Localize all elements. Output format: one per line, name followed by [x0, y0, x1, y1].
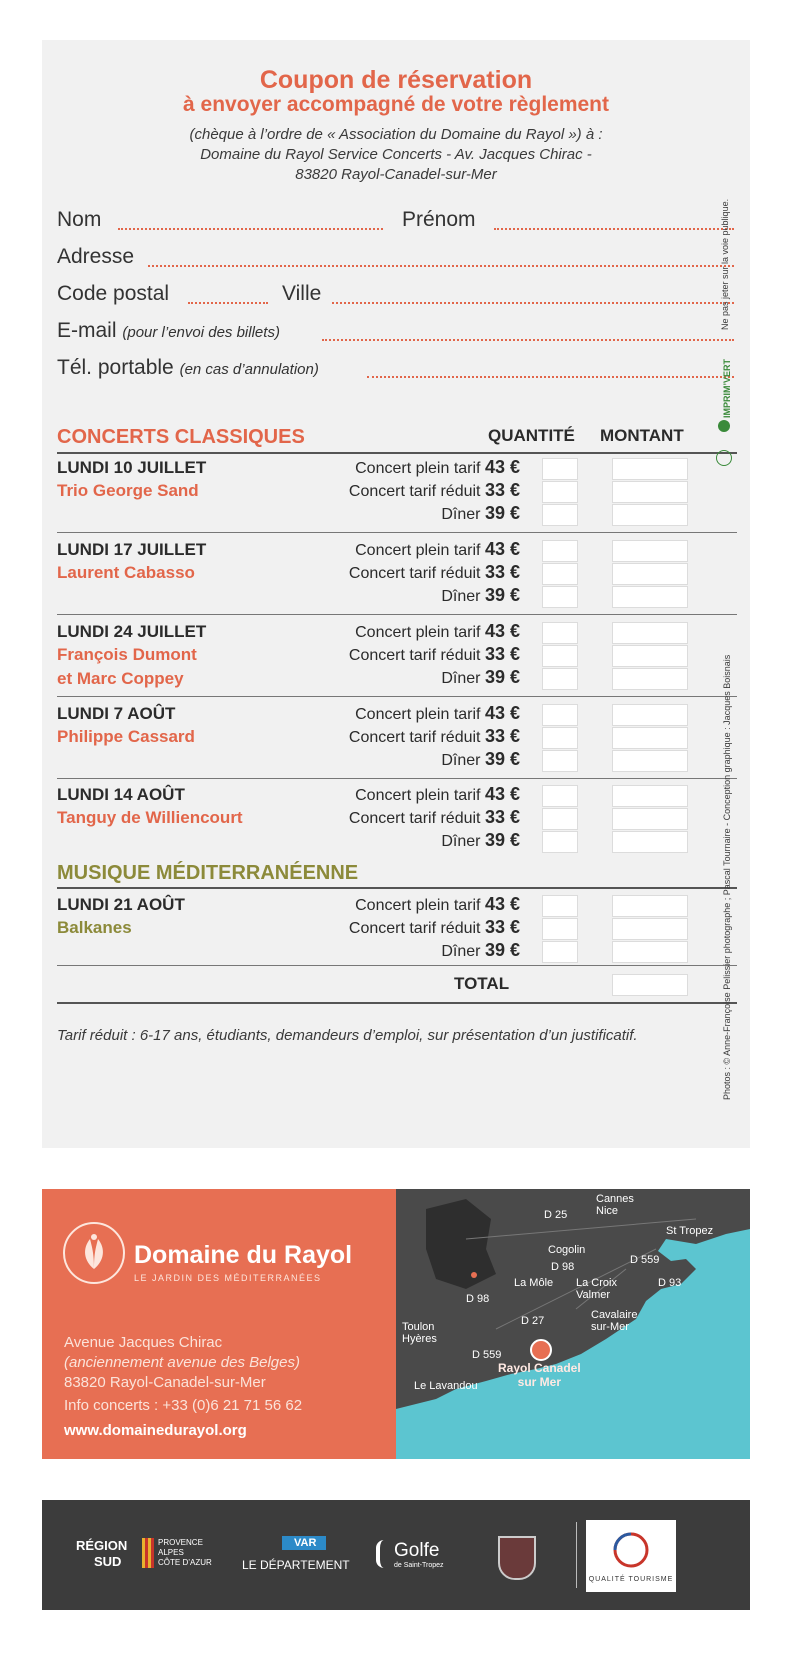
total-input[interactable]: [612, 974, 688, 996]
concert-date: LUNDI 17 JUILLET: [57, 540, 207, 559]
region-sud-line2: SUD: [94, 1554, 122, 1569]
price-value: 43 €: [484, 784, 520, 804]
price-tarif-reduit: [349, 644, 520, 665]
concert-divider: [57, 614, 737, 615]
price-diner: [441, 585, 520, 606]
region-flag-icon: [142, 1538, 154, 1568]
map-label-rayol: Rayol Canadel sur Mer: [498, 1361, 581, 1389]
concert-artist: Laurent Cabasso: [57, 563, 195, 582]
amount-input[interactable]: [612, 540, 688, 562]
concert-date: LUNDI 14 AOÛT: [57, 785, 185, 804]
info-phone: Info concerts : +33 (0)6 21 71 56 62: [64, 1397, 303, 1414]
quantity-input[interactable]: [542, 750, 578, 772]
amount-input[interactable]: [612, 785, 688, 807]
price-value: 33 €: [484, 917, 520, 937]
concert-divider: [57, 532, 737, 533]
price-label: Concert plein tarif: [355, 624, 481, 641]
amount-input[interactable]: [612, 831, 688, 853]
quantity-input[interactable]: [542, 622, 578, 644]
concert-date: LUNDI 21 AOÛT: [57, 895, 185, 914]
sponsor-footer: [42, 1500, 750, 1610]
map-label-le-lavandou: Le Lavandou: [414, 1380, 478, 1392]
bottom-divider: [57, 1002, 737, 1004]
price-value: 43 €: [484, 703, 520, 723]
tel-field[interactable]: [367, 376, 734, 378]
map-label-d98-a: D 98: [551, 1261, 575, 1273]
region-sud-line1: RÉGION: [76, 1538, 128, 1553]
amount-input[interactable]: [612, 481, 688, 503]
quantity-input[interactable]: [542, 808, 578, 830]
concert-artist: François Dumont: [57, 645, 197, 664]
imprim-vert-text: IMPRIM’VERT: [722, 358, 732, 418]
quantity-input[interactable]: [542, 895, 578, 917]
reduced-rate-note: Tarif réduit : 6-17 ans, étudiants, demandeurs d’emploi, sur présentation d’un justificatif.: [57, 1027, 638, 1044]
price-label: Concert tarif réduit: [348, 483, 481, 500]
quantity-input[interactable]: [542, 785, 578, 807]
concert-artist-2: et Marc Coppey: [57, 669, 184, 688]
map-label-la-croix-valmer: La Croix Valmer: [576, 1277, 617, 1301]
qualite-tourisme-label: QUALITÉ TOURISME: [588, 1576, 674, 1583]
price-diner: [441, 749, 520, 770]
qualite-tourisme-icon: [586, 1524, 676, 1576]
amount-input[interactable]: [612, 808, 688, 830]
montant-header: MONTANT: [600, 426, 684, 445]
price-diner: [441, 667, 520, 688]
concert-artist: Trio George Sand: [57, 481, 199, 500]
qualite-tourisme-logo: [586, 1520, 676, 1592]
rayol-logo-icon: [60, 1219, 128, 1287]
concert-divider: [57, 696, 737, 697]
price-value: 33 €: [484, 807, 520, 827]
info-left: [42, 1189, 396, 1459]
amount-input[interactable]: [612, 458, 688, 480]
price-label: Dîner: [441, 588, 481, 605]
price-value: 39 €: [484, 503, 520, 523]
amount-input[interactable]: [612, 563, 688, 585]
quantity-input[interactable]: [542, 645, 578, 667]
email-note: (pour l’envoi des billets): [122, 324, 280, 341]
price-diner: [441, 940, 520, 961]
map-label-cogolin: Cogolin: [548, 1244, 586, 1256]
info-panel: [42, 1189, 750, 1459]
price-value: 39 €: [484, 830, 520, 850]
map-label-la-mole: La Môle: [514, 1277, 554, 1289]
price-value: 43 €: [484, 621, 520, 641]
price-label: Dîner: [441, 670, 481, 687]
price-value: 39 €: [484, 585, 520, 605]
amount-input[interactable]: [612, 727, 688, 749]
price-label: Dîner: [441, 833, 481, 850]
quantity-input[interactable]: [542, 668, 578, 690]
map-label-d559-b: D 559: [472, 1349, 502, 1361]
map-label-st-tropez: St Tropez: [666, 1225, 714, 1237]
tel-label: Tél. portable: [57, 356, 174, 379]
price-plein-tarif: [355, 539, 520, 560]
price-label: Concert tarif réduit: [348, 647, 481, 664]
brand-name: Domaine du Rayol: [134, 1241, 353, 1269]
quantity-input[interactable]: [542, 586, 578, 608]
coupon-title: Coupon de réservation: [259, 66, 533, 94]
imprim-vert-icon: [718, 420, 730, 432]
concert-date: LUNDI 7 AOÛT: [57, 704, 176, 723]
prenom-label: Prénom: [402, 208, 476, 231]
concert-date: LUNDI 24 JUILLET: [57, 622, 207, 641]
price-plein-tarif: [355, 457, 520, 478]
price-plein-tarif: [355, 894, 520, 915]
price-label: Concert tarif réduit: [348, 729, 481, 746]
address-city: 83820 Rayol-Canadel-sur-Mer: [64, 1374, 266, 1391]
price-label: Concert plein tarif: [355, 787, 481, 804]
adresse-field[interactable]: [148, 265, 734, 267]
quantity-input[interactable]: [542, 540, 578, 562]
credits-text: Photos : © Anne-Françoise Pelissier photographe ; Pascal Tournaire - Conception graphique : Jacques Boisnais: [722, 654, 732, 1100]
amount-input[interactable]: [612, 622, 688, 644]
quantity-input[interactable]: [542, 481, 578, 503]
map-label-toulon-hyeres: Toulon Hyères: [402, 1321, 437, 1345]
brand-tagline: LE JARDIN DES MÉDITERRANÉES: [134, 1273, 322, 1283]
price-diner: [441, 503, 520, 524]
quantite-header: QUANTITÉ: [488, 426, 575, 445]
price-value: 33 €: [484, 562, 520, 582]
email-label: E-mail: [57, 319, 117, 342]
price-value: 33 €: [484, 480, 520, 500]
address-avenue: Avenue Jacques Chirac: [64, 1334, 223, 1351]
concert-date: LUNDI 10 JUILLET: [57, 458, 207, 477]
quantity-input[interactable]: [542, 831, 578, 853]
total-divider: [57, 965, 737, 966]
price-tarif-reduit: [349, 480, 520, 501]
price-label: Concert tarif réduit: [348, 565, 481, 582]
section-title-classiques: CONCERTS CLASSIQUES: [57, 426, 305, 448]
quantity-input[interactable]: [542, 704, 578, 726]
address-former: (anciennement avenue des Belges): [64, 1354, 300, 1371]
amount-input[interactable]: [612, 941, 688, 963]
price-plein-tarif: [355, 621, 520, 642]
price-label: Dîner: [441, 752, 481, 769]
price-value: 43 €: [484, 539, 520, 559]
concert-artist: Philippe Cassard: [57, 727, 195, 746]
nom-label: Nom: [57, 208, 102, 231]
map-label-cavalaire: Cavalaire sur-Mer: [591, 1309, 638, 1333]
amount-input[interactable]: [612, 668, 688, 690]
price-diner: [441, 830, 520, 851]
total-label: TOTAL: [454, 974, 510, 993]
golfe-logo-icon: [376, 1540, 394, 1568]
section-title-mediterraneenne: MUSIQUE MÉDITERRANÉENNE: [57, 862, 359, 884]
rayol-marker-icon: [530, 1339, 552, 1361]
golfe-label: Golfe: [394, 1540, 440, 1561]
price-value: 43 €: [484, 894, 520, 914]
section-divider: [57, 887, 737, 889]
email-field[interactable]: [322, 339, 734, 341]
price-tarif-reduit: [349, 726, 520, 747]
coat-of-arms-icon: [498, 1536, 536, 1580]
price-value: 39 €: [484, 749, 520, 769]
price-label: Concert plein tarif: [355, 706, 481, 723]
price-label: Dîner: [441, 506, 481, 523]
amount-input[interactable]: [612, 895, 688, 917]
price-value: 39 €: [484, 940, 520, 960]
map-label-d93: D 93: [658, 1277, 682, 1289]
reservation-coupon: [42, 40, 750, 1148]
adresse-label: Adresse: [57, 245, 135, 268]
quantity-input[interactable]: [542, 918, 578, 940]
quantity-input[interactable]: [542, 727, 578, 749]
map-label-d559-a: D 559: [630, 1254, 660, 1266]
section-divider: [57, 452, 737, 454]
price-label: Concert plein tarif: [355, 897, 481, 914]
ne-pas-jeter-text: Ne pas jeter sur la voie publique.: [720, 198, 730, 330]
map-label-d27: D 27: [521, 1315, 545, 1327]
amount-input[interactable]: [612, 704, 688, 726]
tel-row: [57, 356, 319, 380]
email-row: [57, 319, 280, 343]
amount-input[interactable]: [612, 918, 688, 940]
amount-input[interactable]: [612, 586, 688, 608]
concert-artist: Tanguy de Williencourt: [57, 808, 243, 827]
code-postal-field[interactable]: [188, 302, 268, 304]
price-label: Concert plein tarif: [355, 542, 481, 559]
quantity-input[interactable]: [542, 504, 578, 526]
price-plein-tarif: [355, 784, 520, 805]
amount-input[interactable]: [612, 750, 688, 772]
map: [396, 1189, 750, 1459]
concert-artist: Balkanes: [57, 918, 132, 937]
address-line-3: 83820 Rayol-Canadel-sur-Mer: [295, 166, 497, 183]
coupon-subtitle: à envoyer accompagné de votre règlement: [183, 93, 609, 116]
website-link[interactable]: www.domainedurayol.org: [64, 1422, 247, 1439]
recycle-icon: [716, 450, 732, 466]
price-label: Concert tarif réduit: [348, 920, 481, 937]
price-value: 33 €: [484, 726, 520, 746]
footer-divider: [576, 1522, 577, 1588]
region-provence: PROVENCE ALPES CÔTE D’AZUR: [158, 1538, 212, 1567]
departement-label: LE DÉPARTEMENT: [242, 1558, 350, 1572]
tel-note: (en cas d’annulation): [179, 361, 319, 378]
price-tarif-reduit: [349, 807, 520, 828]
price-label: Concert plein tarif: [355, 460, 481, 477]
ville-field[interactable]: [332, 302, 734, 304]
price-tarif-reduit: [349, 562, 520, 583]
prenom-field[interactable]: [494, 228, 734, 230]
map-label-d25: D 25: [544, 1209, 568, 1221]
nom-field[interactable]: [118, 228, 383, 230]
price-tarif-reduit: [349, 917, 520, 938]
price-label: Concert tarif réduit: [348, 810, 481, 827]
address-line-1: (chèque à l’ordre de « Association du Domaine du Rayol ») à :: [189, 126, 603, 143]
ville-label: Ville: [282, 282, 322, 305]
price-value: 43 €: [484, 457, 520, 477]
amount-input[interactable]: [612, 504, 688, 526]
golfe-sub: de Saint-Tropez: [394, 1562, 444, 1569]
code-postal-label: Code postal: [57, 282, 170, 305]
price-value: 39 €: [484, 667, 520, 687]
price-plein-tarif: [355, 703, 520, 724]
quantity-input[interactable]: [542, 941, 578, 963]
map-label-cannes-nice: Cannes Nice: [596, 1193, 634, 1217]
amount-input[interactable]: [612, 645, 688, 667]
map-label-d98-b: D 98: [466, 1293, 490, 1305]
quantity-input[interactable]: [542, 563, 578, 585]
address-line-2: Domaine du Rayol Service Concerts - Av. Jacques Chirac -: [200, 146, 592, 163]
quantity-input[interactable]: [542, 458, 578, 480]
var-label: VAR: [294, 1537, 317, 1549]
concert-divider: [57, 778, 737, 779]
price-label: Dîner: [441, 943, 481, 960]
price-value: 33 €: [484, 644, 520, 664]
